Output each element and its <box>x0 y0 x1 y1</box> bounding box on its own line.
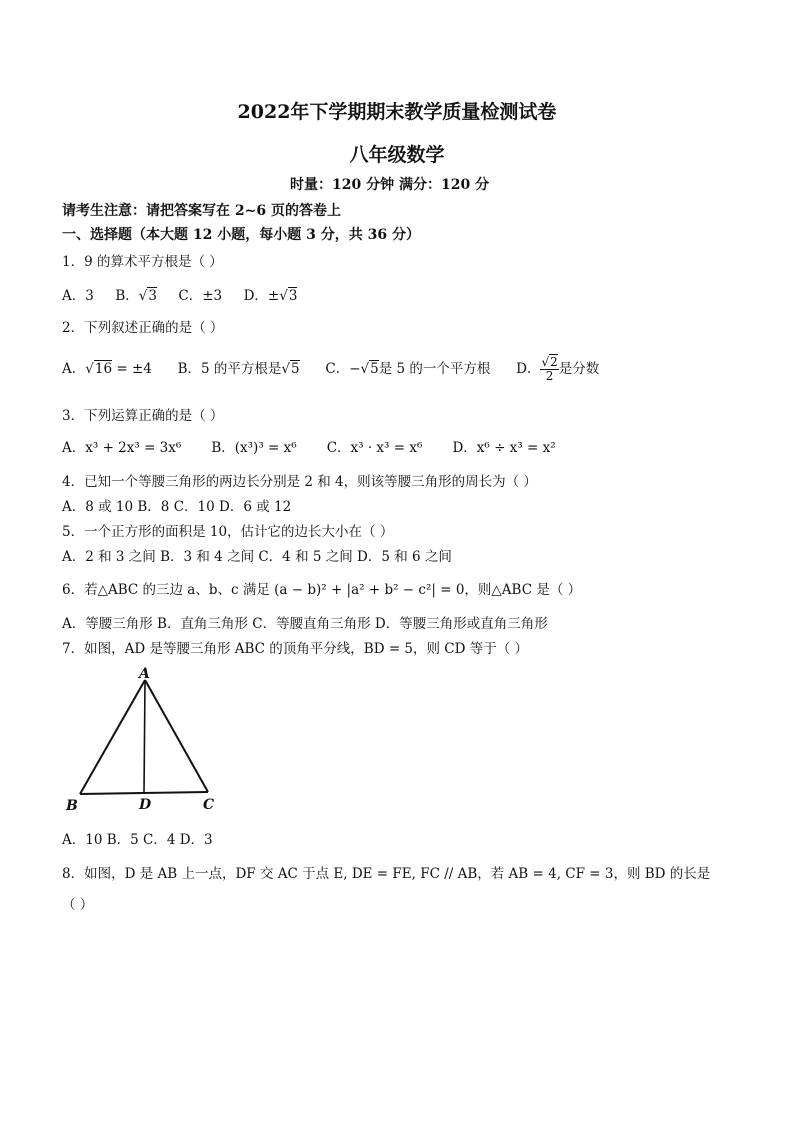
question-3-options <box>62 436 556 456</box>
q2-option-d-label: D． <box>516 361 541 377</box>
exam-subtitle: 八年级数学 <box>349 144 445 166</box>
vertex-label-c: C <box>203 797 215 813</box>
section-heading: 一、选择题（本大题 12 小题，每小题 3 分，共 36 分） <box>62 227 420 243</box>
question-4-options: A．8 或 10 B．8 C．10 D．6 或 12 <box>62 499 292 515</box>
question-4-stem: 4．已知一个等腰三角形的两边长分别是 2 和 4，则该等腰三角形的周长为（ ） <box>62 474 537 490</box>
q1-option-b-label: B． <box>115 288 139 304</box>
vertex-label-b: B <box>66 798 78 814</box>
q3-option-c: C．x³ · x³ = x⁶ <box>326 440 423 456</box>
q2-option-a-tail: = ±4 <box>112 361 152 377</box>
q2-option-c-tail: 是 5 的一个平方根 <box>378 361 491 377</box>
time-score: 时量：120 分钟 满分：120 分 <box>290 177 490 193</box>
question-6-stem: 6．若△ABC 的三边 a、b、c 满足 (a − b)² + |a² + b² − c²| = 0，则△ABC 是（ ） <box>62 582 582 598</box>
question-7-stem: 7．如图，AD 是等腰三角形 ABC 的顶角平分线，BD = 5，则 CD 等于（ ） <box>62 641 529 657</box>
side-ab <box>80 680 145 794</box>
question-1-stem: 1．9 的算术平方根是（ ） <box>62 254 223 270</box>
vertex-label-a: A <box>139 666 150 682</box>
q2-option-a-radicand: 16 <box>94 361 113 377</box>
q2-option-d-tail: 是分数 <box>558 361 600 377</box>
exam-title: 2022年下学期期末教学质量检测试卷 <box>237 101 557 123</box>
question-7-options: A．10 B．5 C．4 D．3 <box>62 832 213 848</box>
question-1-options: A．3 B．√3 C．±3 D．±√3 <box>62 288 298 304</box>
question-8-stem: 8．如图，D 是 AB 上一点，DF 交 AC 于点 E, DE = FE, FC // AB，若 AB = 4, CF = 3，则 BD 的长是 <box>62 866 711 882</box>
question-6-options: A．等腰三角形 B．直角三角形 C．等腰直角三角形 D．等腰三角形或直角三角形 <box>62 616 548 632</box>
bisector-ad <box>144 680 145 793</box>
q1-option-d-label: D．± <box>243 288 280 304</box>
q2-option-c-label: C．− <box>325 361 361 377</box>
notice: 请考生注意：请把答案写在 2~6 页的答卷上 <box>62 203 341 219</box>
q2-option-b-label: B．5 的平方根是 <box>177 361 282 377</box>
question-5-options: A．2 和 3 之间 B．3 和 4 之间 C．4 和 5 之间 D．5 和 6 之间 <box>62 549 452 565</box>
q3-option-a: A．x³ + 2x³ = 3x⁶ <box>62 440 182 456</box>
question-3-stem: 3．下列运算正确的是（ ） <box>62 408 224 424</box>
point-label-d: D <box>139 797 152 813</box>
q3-option-b: B．(x³)³ = x⁶ <box>211 440 297 456</box>
q2-frac-denominator: 2 <box>545 369 554 383</box>
q2-frac-numerator: 2 <box>550 355 558 369</box>
q2-option-b-radicand: 5 <box>291 361 300 377</box>
q1-option-c: C．±3 <box>178 288 223 304</box>
q1-option-d-radicand: 3 <box>288 288 298 304</box>
q2-option-c-radicand: 5 <box>370 361 379 377</box>
q2-option-d-fraction: $\frac{√2}{2}$ <box>541 355 558 383</box>
q2-option-a-label: A． <box>62 361 86 377</box>
question-2-options: A．√16 = ±4 B．5 的平方根是√5 C．−√5是 5 的一个平方根 D． $\frac{√2}{2}$ 是分数 <box>62 355 600 383</box>
isosceles-triangle-figure <box>60 662 230 817</box>
question-5-stem: 5．一个正方形的面积是 10，估计它的边长大小在（ ） <box>62 524 394 540</box>
side-ac <box>145 680 208 792</box>
question-2-stem: 2．下列叙述正确的是（ ） <box>62 320 224 336</box>
q3-option-d: D．x⁶ ÷ x³ = x² <box>452 440 556 456</box>
question-8-blank: （ ） <box>62 897 94 913</box>
q1-option-a: A．3 <box>62 288 94 304</box>
q1-option-b-radicand: 3 <box>148 288 157 304</box>
